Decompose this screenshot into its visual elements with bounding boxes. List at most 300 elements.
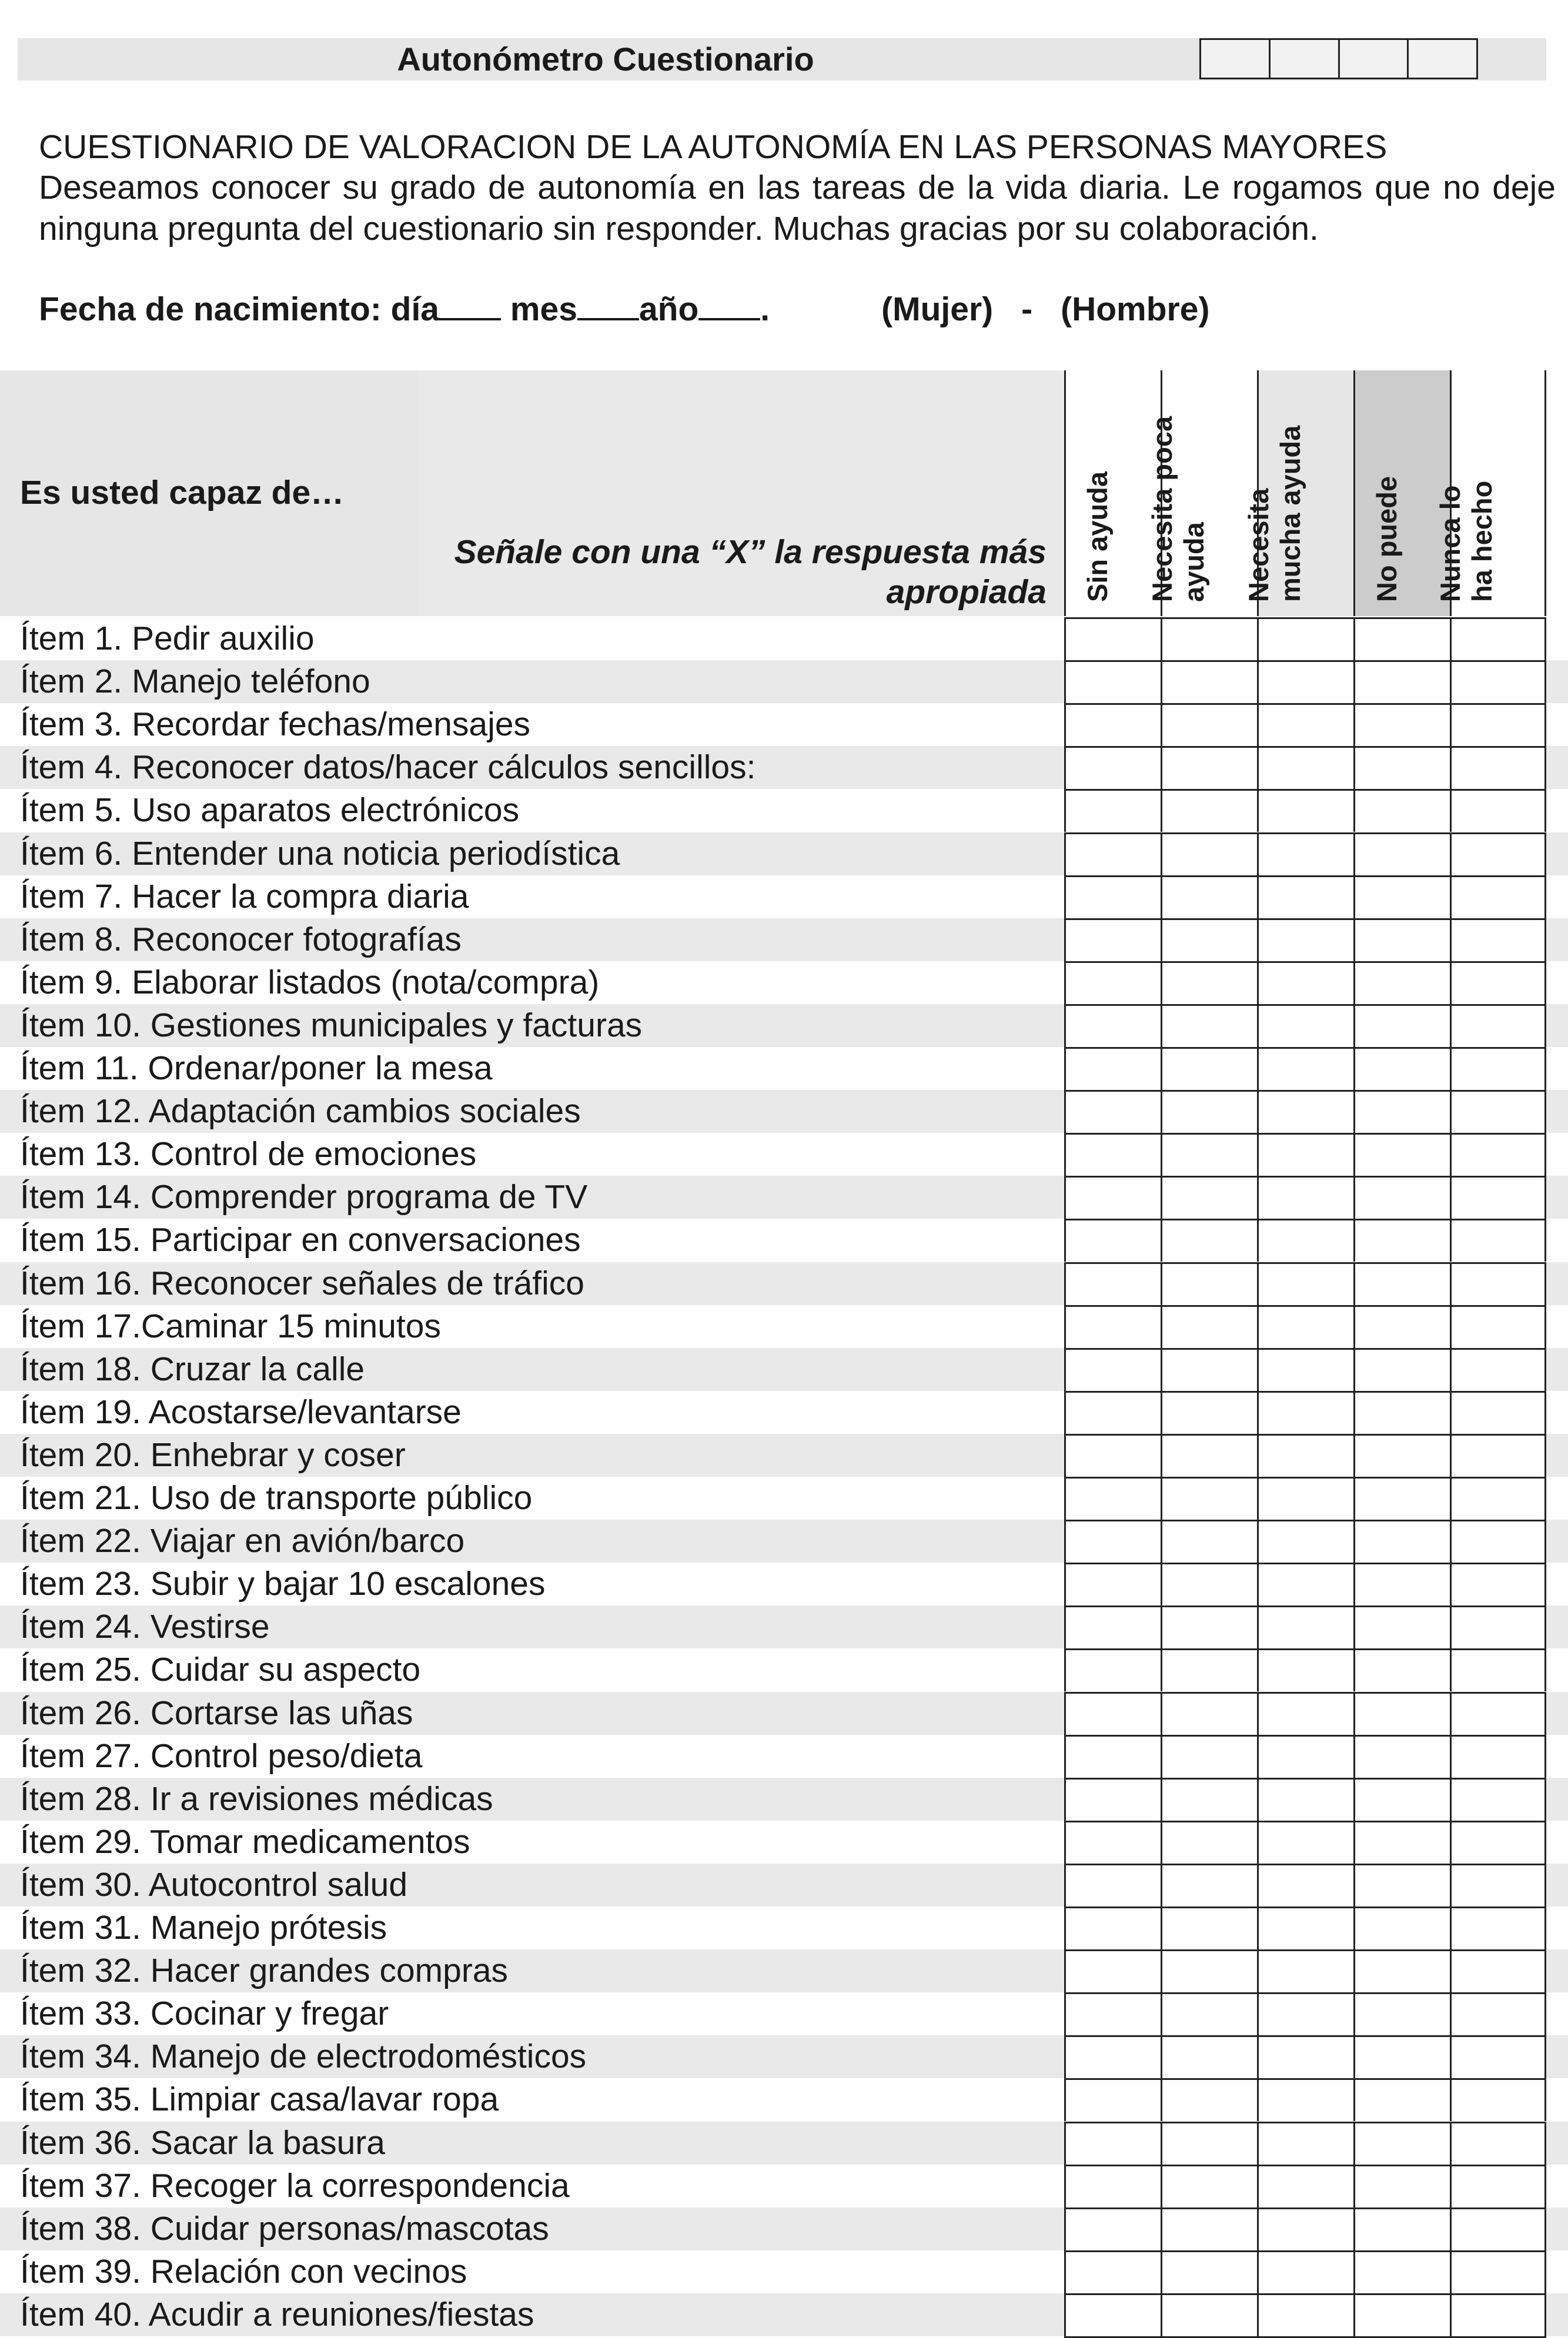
item-label: Ítem 25. Cuidar su aspecto — [20, 1651, 421, 1689]
answer-checkbox[interactable] — [1161, 1648, 1257, 1691]
answer-checkbox[interactable] — [1257, 2293, 1353, 2336]
answer-checkbox[interactable] — [1257, 2035, 1353, 2078]
answer-checkbox[interactable] — [1064, 1090, 1161, 1133]
option-label-line: ha hecho — [1466, 480, 1497, 602]
item-label: Ítem 1. Pedir auxilio — [20, 620, 315, 657]
answer-checkbox[interactable] — [1257, 832, 1353, 875]
answer-checkbox[interactable] — [1353, 1648, 1450, 1691]
answer-checkbox[interactable] — [1257, 617, 1353, 660]
table-row — [0, 1735, 1568, 1778]
answer-checkbox[interactable] — [1353, 961, 1450, 1004]
answer-checkbox[interactable] — [1161, 1262, 1257, 1305]
table-row — [0, 1648, 1568, 1691]
answer-checkbox[interactable] — [1064, 1648, 1161, 1691]
answer-checkbox[interactable] — [1064, 1219, 1161, 1262]
item-label: Ítem 29. Tomar medicamentos — [20, 1822, 470, 1861]
id-box[interactable] — [1201, 40, 1271, 78]
answer-checkbox[interactable] — [1450, 1477, 1546, 1520]
answer-checkbox[interactable] — [1161, 1348, 1257, 1391]
answer-checkbox[interactable] — [1064, 1778, 1161, 1821]
answer-checkbox[interactable] — [1450, 961, 1546, 1004]
option-label-line: ayuda — [1178, 522, 1209, 602]
answer-checkbox[interactable] — [1257, 1176, 1353, 1219]
answer-checkbox[interactable] — [1257, 1949, 1353, 1992]
answer-checkbox[interactable] — [1257, 918, 1353, 961]
table-row — [0, 961, 1568, 1004]
answer-checkbox[interactable] — [1064, 2078, 1161, 2121]
answer-checkbox[interactable] — [1064, 660, 1161, 703]
table-row — [0, 789, 1568, 832]
birthdate-label: Fecha de nacimiento: día — [39, 290, 439, 328]
item-label: Ítem 32. Hacer grandes compras — [20, 1952, 509, 1990]
answer-checkbox[interactable] — [1353, 2207, 1450, 2250]
option-label-line: Necesita — [1242, 488, 1274, 602]
answer-checkbox[interactable] — [1257, 875, 1353, 918]
answer-checkbox[interactable] — [1353, 1692, 1450, 1735]
answer-checkbox[interactable] — [1450, 1090, 1546, 1133]
item-label: Ítem 19. Acostarse/levantarse — [20, 1393, 462, 1431]
answer-checkbox[interactable] — [1353, 2250, 1450, 2293]
answer-checkbox[interactable] — [1450, 832, 1546, 875]
answer-checkbox[interactable] — [1161, 1906, 1257, 1949]
answer-checkbox[interactable] — [1161, 2165, 1257, 2207]
answer-checkbox[interactable] — [1450, 1606, 1546, 1648]
answer-checkbox[interactable] — [1353, 918, 1450, 961]
answer-checkbox[interactable] — [1064, 1906, 1161, 1949]
answer-checkbox[interactable] — [1161, 2207, 1257, 2250]
item-label: Ítem 35. Limpiar casa/lavar ropa — [20, 2081, 499, 2119]
table-row — [0, 1176, 1568, 1219]
answer-checkbox[interactable] — [1161, 1434, 1257, 1477]
answer-checkbox[interactable] — [1450, 2078, 1546, 2121]
table-row — [0, 2207, 1568, 2250]
item-label: Ítem 39. Relación con vecinos — [20, 2252, 467, 2290]
answer-checkbox[interactable] — [1353, 789, 1450, 832]
item-label: Ítem 20. Enhebrar y coser — [20, 1436, 406, 1474]
answer-checkbox[interactable] — [1064, 918, 1161, 961]
answer-checkbox[interactable] — [1161, 2122, 1257, 2165]
answer-checkbox[interactable] — [1161, 1606, 1257, 1648]
answer-checkbox[interactable] — [1064, 1391, 1161, 1434]
answer-checkbox[interactable] — [1064, 875, 1161, 918]
answer-checkbox[interactable] — [1353, 703, 1450, 746]
gender-separator: - — [1021, 290, 1033, 328]
answer-checkbox[interactable] — [1450, 789, 1546, 832]
answer-checkbox[interactable] — [1257, 1004, 1353, 1047]
answer-checkbox[interactable] — [1161, 746, 1257, 789]
answer-checkbox[interactable] — [1257, 1563, 1353, 1606]
answer-checkbox[interactable] — [1353, 1434, 1450, 1477]
answer-checkbox[interactable] — [1161, 1176, 1257, 1219]
answer-checkbox[interactable] — [1353, 617, 1450, 660]
answer-checkbox[interactable] — [1257, 2078, 1353, 2121]
item-label: Ítem 30. Autocontrol salud — [20, 1865, 408, 1904]
answer-checkbox[interactable] — [1450, 1949, 1546, 1992]
table-row — [0, 1219, 1568, 1262]
answer-checkbox[interactable] — [1353, 1176, 1450, 1219]
answer-checkbox[interactable] — [1450, 1004, 1546, 1047]
document-title: Autonómetro Cuestionario — [397, 41, 814, 78]
answer-checkbox[interactable] — [1257, 1778, 1353, 1821]
answer-checkbox[interactable] — [1450, 1047, 1546, 1090]
answer-checkbox[interactable] — [1161, 1090, 1257, 1133]
item-label: Ítem 27. Control peso/dieta — [20, 1737, 423, 1775]
answer-checkbox[interactable] — [1161, 703, 1257, 746]
answer-checkbox[interactable] — [1450, 1434, 1546, 1477]
answer-checkbox[interactable] — [1161, 961, 1257, 1004]
answer-checkbox[interactable] — [1161, 1219, 1257, 1262]
answer-checkbox[interactable] — [1161, 2078, 1257, 2121]
table-row — [0, 2035, 1568, 2078]
answer-checkbox[interactable] — [1257, 2250, 1353, 2293]
answer-checkbox[interactable] — [1257, 1219, 1353, 1262]
answer-checkbox[interactable] — [1257, 703, 1353, 746]
table-row — [0, 1348, 1568, 1391]
answer-checkbox[interactable] — [1064, 2035, 1161, 2078]
questionnaire-heading: CUESTIONARIO DE VALORACION DE LA AUTONOMÍA EN LAS PERSONAS MAYORES — [39, 128, 1388, 166]
answer-checkbox[interactable] — [1450, 2250, 1546, 2293]
birthdate-gender-line — [39, 288, 1509, 330]
answer-checkbox[interactable] — [1064, 1133, 1161, 1176]
answer-checkbox[interactable] — [1161, 1520, 1257, 1563]
item-label: Ítem 5. Uso aparatos electrónicos — [20, 791, 520, 829]
answer-checkbox[interactable] — [1353, 1735, 1450, 1778]
item-label: Ítem 7. Hacer la compra diaria — [20, 877, 469, 915]
answer-checkbox[interactable] — [1353, 2078, 1450, 2121]
answer-checkbox[interactable] — [1064, 1735, 1161, 1778]
answer-checkbox[interactable] — [1161, 617, 1257, 660]
item-label: Ítem 4. Reconocer datos/hacer cálculos sencillos: — [20, 748, 756, 787]
answer-checkbox[interactable] — [1257, 961, 1353, 1004]
answer-checkbox[interactable] — [1257, 1133, 1353, 1176]
answer-checkbox[interactable] — [1064, 1992, 1161, 2035]
answer-checkbox[interactable] — [1353, 1391, 1450, 1434]
item-label: Ítem 28. Ir a revisiones médicas — [20, 1780, 493, 1818]
answer-checkbox[interactable] — [1450, 2165, 1546, 2207]
answer-checkbox[interactable] — [1353, 1305, 1450, 1348]
answer-checkbox[interactable] — [1353, 1949, 1450, 1992]
answer-checkbox[interactable] — [1450, 2122, 1546, 2165]
table-row — [0, 1133, 1568, 1176]
table-row — [0, 1391, 1568, 1434]
answer-checkbox[interactable] — [1064, 1305, 1161, 1348]
answer-checkbox[interactable] — [1353, 1477, 1450, 1520]
id-box[interactable] — [1271, 40, 1340, 78]
dob-end: . — [760, 290, 770, 328]
answer-checkbox[interactable] — [1450, 703, 1546, 746]
item-label: Ítem 14. Comprender programa de TV — [20, 1178, 588, 1216]
item-label: Ítem 2. Manejo teléfono — [20, 663, 370, 701]
answer-checkbox[interactable] — [1450, 1305, 1546, 1348]
item-label: Ítem 24. Vestirse — [20, 1608, 270, 1646]
answer-checkbox[interactable] — [1161, 1692, 1257, 1735]
id-code-boxes — [1199, 38, 1478, 79]
answer-checkbox[interactable] — [1450, 1563, 1546, 1606]
answer-checkbox[interactable] — [1064, 1692, 1161, 1735]
answer-checkbox[interactable] — [1257, 2207, 1353, 2250]
answer-checkbox[interactable] — [1257, 1864, 1353, 1906]
answer-checkbox[interactable] — [1450, 1262, 1546, 1305]
month-label: mes — [510, 290, 577, 328]
answer-checkbox[interactable] — [1161, 832, 1257, 875]
answer-checkbox[interactable] — [1450, 1906, 1546, 1949]
table-row — [0, 1434, 1568, 1477]
answer-checkbox[interactable] — [1064, 832, 1161, 875]
table-row — [0, 1992, 1568, 2035]
option-label-line: No puede — [1370, 476, 1402, 602]
answer-checkbox[interactable] — [1161, 1004, 1257, 1047]
option-label-line: Nunca lo — [1435, 485, 1466, 602]
answer-checkbox[interactable] — [1064, 1004, 1161, 1047]
answer-checkbox[interactable] — [1257, 789, 1353, 832]
option-label — [1371, 476, 1403, 602]
answer-checkbox[interactable] — [1161, 1992, 1257, 2035]
answer-checkbox[interactable] — [1257, 1821, 1353, 1864]
answer-checkbox[interactable] — [1161, 918, 1257, 961]
answer-checkbox[interactable] — [1161, 2035, 1257, 2078]
answer-checkbox[interactable] — [1450, 1348, 1546, 1391]
answer-checkbox[interactable] — [1161, 1821, 1257, 1864]
answer-checkbox[interactable] — [1161, 1391, 1257, 1434]
id-box[interactable] — [1409, 40, 1476, 78]
item-label: Ítem 3. Recordar fechas/mensajes — [20, 705, 531, 744]
option-label — [1243, 426, 1306, 602]
item-label: Ítem 8. Reconocer fotografías — [20, 920, 462, 958]
answer-checkbox[interactable] — [1064, 1348, 1161, 1391]
answer-checkbox[interactable] — [1257, 2122, 1353, 2165]
answer-checkbox[interactable] — [1353, 1563, 1450, 1606]
answer-checkbox[interactable] — [1353, 746, 1450, 789]
answer-checkbox[interactable] — [1353, 1992, 1450, 2035]
table-row — [0, 1864, 1568, 1906]
answer-checkbox[interactable] — [1257, 1692, 1353, 1735]
table-row — [0, 1692, 1568, 1735]
table-row — [0, 1305, 1568, 1348]
answer-checkbox[interactable] — [1257, 1606, 1353, 1648]
answer-checkbox[interactable] — [1353, 2165, 1450, 2207]
answer-checkbox[interactable] — [1064, 1262, 1161, 1305]
answer-checkbox[interactable] — [1161, 1949, 1257, 1992]
female-option[interactable]: (Mujer) — [881, 290, 994, 328]
answer-checkbox[interactable] — [1161, 1133, 1257, 1176]
table-row — [0, 1477, 1568, 1520]
answer-checkbox[interactable] — [1450, 1176, 1546, 1219]
item-label: Ítem 22. Viajar en avión/barco — [20, 1522, 465, 1560]
item-label: Ítem 10. Gestiones municipales y facturas — [20, 1006, 643, 1044]
option-header — [1242, 370, 1353, 616]
table-row — [0, 1949, 1568, 1992]
answer-checkbox[interactable] — [1450, 660, 1546, 703]
answer-checkbox[interactable] — [1064, 1864, 1161, 1906]
answer-checkbox[interactable] — [1257, 1047, 1353, 1090]
answer-checkbox[interactable] — [1353, 832, 1450, 875]
option-label-line: Sin ayuda — [1081, 471, 1113, 602]
item-label: Ítem 6. Entender una noticia periodística — [20, 834, 620, 872]
answer-checkbox[interactable] — [1450, 1520, 1546, 1563]
option-header — [1435, 370, 1546, 616]
day-blank[interactable] — [439, 289, 501, 320]
answer-checkbox[interactable] — [1450, 2035, 1546, 2078]
answer-checkbox[interactable] — [1450, 617, 1546, 660]
table-row — [0, 746, 1568, 789]
answer-checkbox[interactable] — [1450, 1692, 1546, 1735]
option-label — [1146, 416, 1210, 602]
table-row — [0, 1778, 1568, 1821]
answer-checkbox[interactable] — [1353, 1219, 1450, 1262]
answer-checkbox[interactable] — [1257, 1090, 1353, 1133]
answer-checkbox[interactable] — [1064, 2165, 1161, 2207]
answer-checkbox[interactable] — [1064, 746, 1161, 789]
answer-checkbox[interactable] — [1161, 2250, 1257, 2293]
answer-checkbox[interactable] — [1161, 1477, 1257, 1520]
item-label: Ítem 36. Sacar la basura — [20, 2123, 385, 2162]
answer-checkbox[interactable] — [1161, 875, 1257, 918]
item-label: Ítem 38. Cuidar personas/mascotas — [20, 2209, 549, 2247]
answer-checkbox[interactable] — [1064, 1821, 1161, 1864]
answer-checkbox[interactable] — [1450, 2207, 1546, 2250]
answer-checkbox[interactable] — [1450, 1219, 1546, 1262]
answer-checkbox[interactable] — [1161, 1047, 1257, 1090]
answer-checkbox[interactable] — [1450, 746, 1546, 789]
answer-checkbox[interactable] — [1353, 660, 1450, 703]
answer-checkbox[interactable] — [1353, 1133, 1450, 1176]
item-label: Ítem 40. Acudir a reuniones/fiestas — [20, 2295, 534, 2333]
answer-checkbox[interactable] — [1064, 1047, 1161, 1090]
answer-checkbox[interactable] — [1353, 875, 1450, 918]
answer-checkbox[interactable] — [1064, 1949, 1161, 1992]
answer-checkbox[interactable] — [1161, 660, 1257, 703]
answer-checkbox[interactable] — [1257, 1735, 1353, 1778]
answer-checkbox[interactable] — [1064, 1520, 1161, 1563]
answer-checkbox[interactable] — [1450, 1735, 1546, 1778]
item-label: Ítem 12. Adaptación cambios sociales — [20, 1092, 581, 1130]
item-label: Ítem 33. Cocinar y fregar — [20, 1995, 389, 2033]
answer-checkbox[interactable] — [1064, 703, 1161, 746]
item-label: Ítem 21. Uso de transporte público — [20, 1479, 533, 1517]
answer-checkbox[interactable] — [1353, 1004, 1450, 1047]
answer-checkbox[interactable] — [1450, 1648, 1546, 1691]
answer-checkbox[interactable] — [1257, 1391, 1353, 1434]
table-row — [0, 1004, 1568, 1047]
month-blank[interactable] — [577, 289, 639, 320]
answer-checkbox[interactable] — [1064, 1477, 1161, 1520]
item-label: Ítem 26. Cortarse las uñas — [20, 1694, 413, 1732]
item-label: Ítem 31. Manejo prótesis — [20, 1909, 387, 1946]
table-row — [0, 1047, 1568, 1090]
answer-checkbox[interactable] — [1450, 1864, 1546, 1906]
table-row — [0, 1090, 1568, 1133]
table-row — [0, 1262, 1568, 1305]
answer-checkbox[interactable] — [1064, 961, 1161, 1004]
answer-checkbox[interactable] — [1450, 2293, 1546, 2336]
option-label — [1082, 471, 1114, 602]
answer-checkbox[interactable] — [1257, 1477, 1353, 1520]
table-row — [0, 2293, 1568, 2336]
answer-checkbox[interactable] — [1064, 2122, 1161, 2165]
answer-checkbox[interactable] — [1257, 2165, 1353, 2207]
answer-checkbox[interactable] — [1450, 875, 1546, 918]
answer-checkbox[interactable] — [1064, 2207, 1161, 2250]
answer-checkbox[interactable] — [1353, 2035, 1450, 2078]
answer-checkbox[interactable] — [1450, 1821, 1546, 1864]
answer-checkbox[interactable] — [1353, 1778, 1450, 1821]
answer-checkbox[interactable] — [1064, 2250, 1161, 2293]
answer-checkbox[interactable] — [1450, 1778, 1546, 1821]
answer-checkbox[interactable] — [1161, 1305, 1257, 1348]
id-box[interactable] — [1340, 40, 1409, 78]
answer-checkbox[interactable] — [1353, 1262, 1450, 1305]
year-label: año — [638, 290, 699, 328]
answer-checkbox[interactable] — [1257, 1434, 1353, 1477]
answer-checkbox[interactable] — [1257, 1648, 1353, 1691]
answer-checkbox[interactable] — [1064, 617, 1161, 660]
answer-checkbox[interactable] — [1450, 918, 1546, 961]
answer-checkbox[interactable] — [1064, 1563, 1161, 1606]
answer-checkbox[interactable] — [1353, 2122, 1450, 2165]
answer-checkbox[interactable] — [1161, 1778, 1257, 1821]
item-label: Ítem 9. Elaborar listados (nota/compra) — [20, 963, 600, 1001]
answer-checkbox[interactable] — [1161, 789, 1257, 832]
answer-checkbox[interactable] — [1161, 1563, 1257, 1606]
table-row — [0, 1563, 1568, 1606]
answer-checkbox[interactable] — [1353, 1090, 1450, 1133]
item-label: Ítem 37. Recoger la correspondencia — [20, 2166, 570, 2205]
answer-checkbox[interactable] — [1064, 789, 1161, 832]
answer-checkbox[interactable] — [1257, 1262, 1353, 1305]
answer-checkbox[interactable] — [1161, 1735, 1257, 1778]
answer-checkbox[interactable] — [1257, 1520, 1353, 1563]
answer-checkbox[interactable] — [1450, 1992, 1546, 2035]
item-label: Ítem 23. Subir y bajar 10 escalones — [20, 1565, 546, 1603]
answer-checkbox[interactable] — [1353, 1821, 1450, 1864]
answer-checkbox[interactable] — [1064, 1176, 1161, 1219]
instruction-label: Señale con una “X” la respuesta más apropiada — [454, 533, 1047, 611]
answer-checkbox[interactable] — [1353, 1047, 1450, 1090]
year-blank[interactable] — [698, 289, 760, 320]
table-row — [0, 2122, 1568, 2165]
table-row — [0, 703, 1568, 746]
answer-checkbox[interactable] — [1257, 1348, 1353, 1391]
item-label: Ítem 17.Caminar 15 minutos — [20, 1307, 441, 1345]
item-label: Ítem 13. Control de emociones — [20, 1135, 477, 1173]
answer-checkbox[interactable] — [1064, 1434, 1161, 1477]
answer-checkbox[interactable] — [1353, 1606, 1450, 1648]
option-label-line: mucha ayuda — [1274, 425, 1306, 602]
answer-checkbox[interactable] — [1353, 2293, 1450, 2336]
table-row — [0, 918, 1568, 961]
answer-checkbox[interactable] — [1161, 1864, 1257, 1906]
answer-checkbox[interactable] — [1064, 2293, 1161, 2336]
answer-checkbox[interactable] — [1450, 1391, 1546, 1434]
answer-checkbox[interactable] — [1257, 1906, 1353, 1949]
answer-checkbox[interactable] — [1257, 660, 1353, 703]
answer-checkbox[interactable] — [1450, 1133, 1546, 1176]
answer-checkbox[interactable] — [1064, 1606, 1161, 1648]
option-label-line: Necesita poca — [1146, 416, 1178, 602]
table-row — [0, 2250, 1568, 2293]
answer-checkbox[interactable] — [1353, 1520, 1450, 1563]
answer-checkbox[interactable] — [1257, 1992, 1353, 2035]
answer-checkbox[interactable] — [1257, 1305, 1353, 1348]
answer-checkbox[interactable] — [1353, 1348, 1450, 1391]
item-label: Ítem 18. Cruzar la calle — [20, 1350, 365, 1388]
answer-checkbox[interactable] — [1353, 1906, 1450, 1949]
table-row — [0, 1520, 1568, 1563]
male-option[interactable]: (Hombre) — [1061, 290, 1210, 328]
answer-checkbox[interactable] — [1161, 2293, 1257, 2336]
answer-checkbox[interactable] — [1353, 1864, 1450, 1906]
answer-checkbox[interactable] — [1257, 746, 1353, 789]
